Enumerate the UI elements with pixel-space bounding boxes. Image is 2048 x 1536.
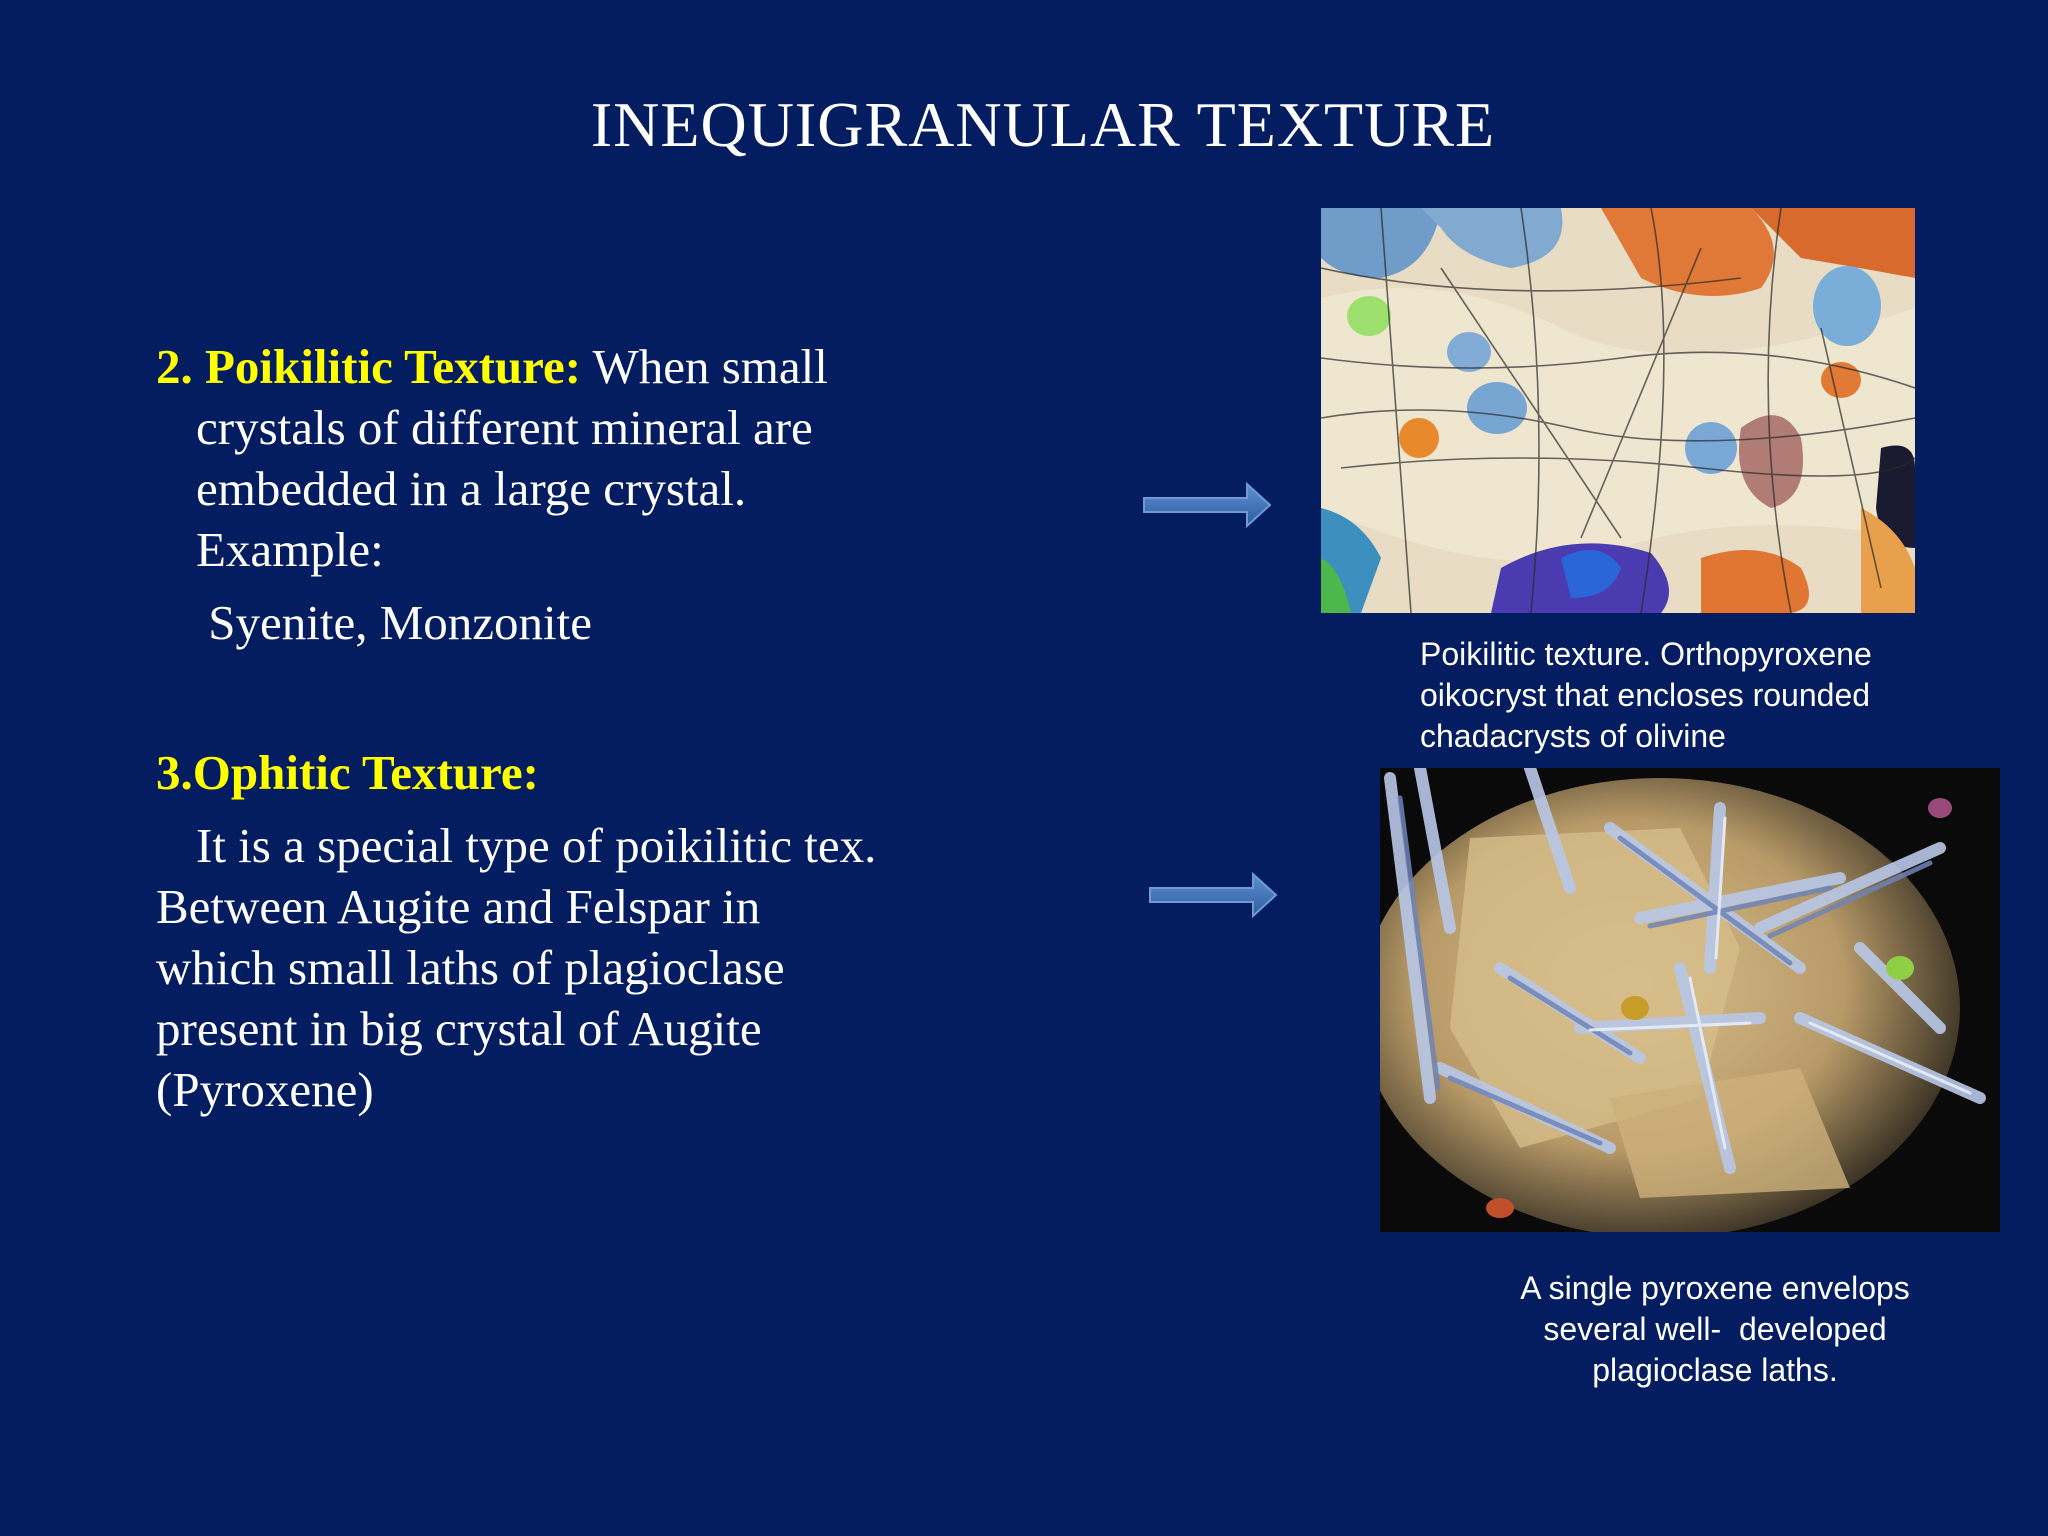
- poikilitic-caption-line-1: Poikilitic texture. Orthopyroxene: [1420, 636, 1872, 672]
- ophitic-caption-line-1: A single pyroxene envelops: [1520, 1270, 1910, 1306]
- poikilitic-line-2: crystals of different mineral are: [196, 400, 813, 455]
- right-arrow-icon: [1142, 480, 1272, 530]
- ophitic-section: [156, 742, 876, 1120]
- poikilitic-line-1: When small: [581, 339, 828, 394]
- ophitic-line-1: It is a special type of poikilitic tex.: [196, 818, 877, 873]
- ophitic-line-3: which small laths of plagioclase: [156, 940, 785, 995]
- ophitic-line-2: Between Augite and Felspar in: [156, 879, 761, 934]
- ophitic-caption-line-2: several well- developed: [1543, 1311, 1887, 1347]
- poikilitic-first-line: [156, 336, 828, 397]
- slide-title: INEQUIGRANULAR TEXTURE: [590, 89, 1496, 160]
- ophitic-caption-line-3: plagioclase laths.: [1592, 1352, 1838, 1388]
- poikilitic-line-4: Example:: [196, 522, 384, 577]
- poikilitic-heading: Poikilitic Texture:: [192, 339, 582, 394]
- poikilitic-section: [156, 336, 828, 653]
- ophitic-line-4: present in big crystal of Augite: [156, 1001, 762, 1056]
- ophitic-micrograph: [1380, 768, 2000, 1232]
- ophitic-line-5: (Pyroxene): [156, 1062, 374, 1117]
- poikilitic-caption-line-2: oikocryst that encloses rounded: [1420, 677, 1871, 713]
- poikilitic-line-3: embedded in a large crystal.: [196, 461, 747, 516]
- poikilitic-micrograph: [1321, 208, 1915, 613]
- poikilitic-caption-line-3: chadacrysts of olivine: [1420, 718, 1726, 754]
- poikilitic-number: 2.: [156, 339, 193, 394]
- right-arrow-icon: [1148, 870, 1278, 920]
- poikilitic-examples: Syenite, Monzonite: [196, 595, 593, 650]
- ophitic-caption: [1470, 1268, 1960, 1391]
- ophitic-heading: 3.Ophitic Texture:: [156, 745, 539, 800]
- poikilitic-caption: [1420, 634, 1872, 757]
